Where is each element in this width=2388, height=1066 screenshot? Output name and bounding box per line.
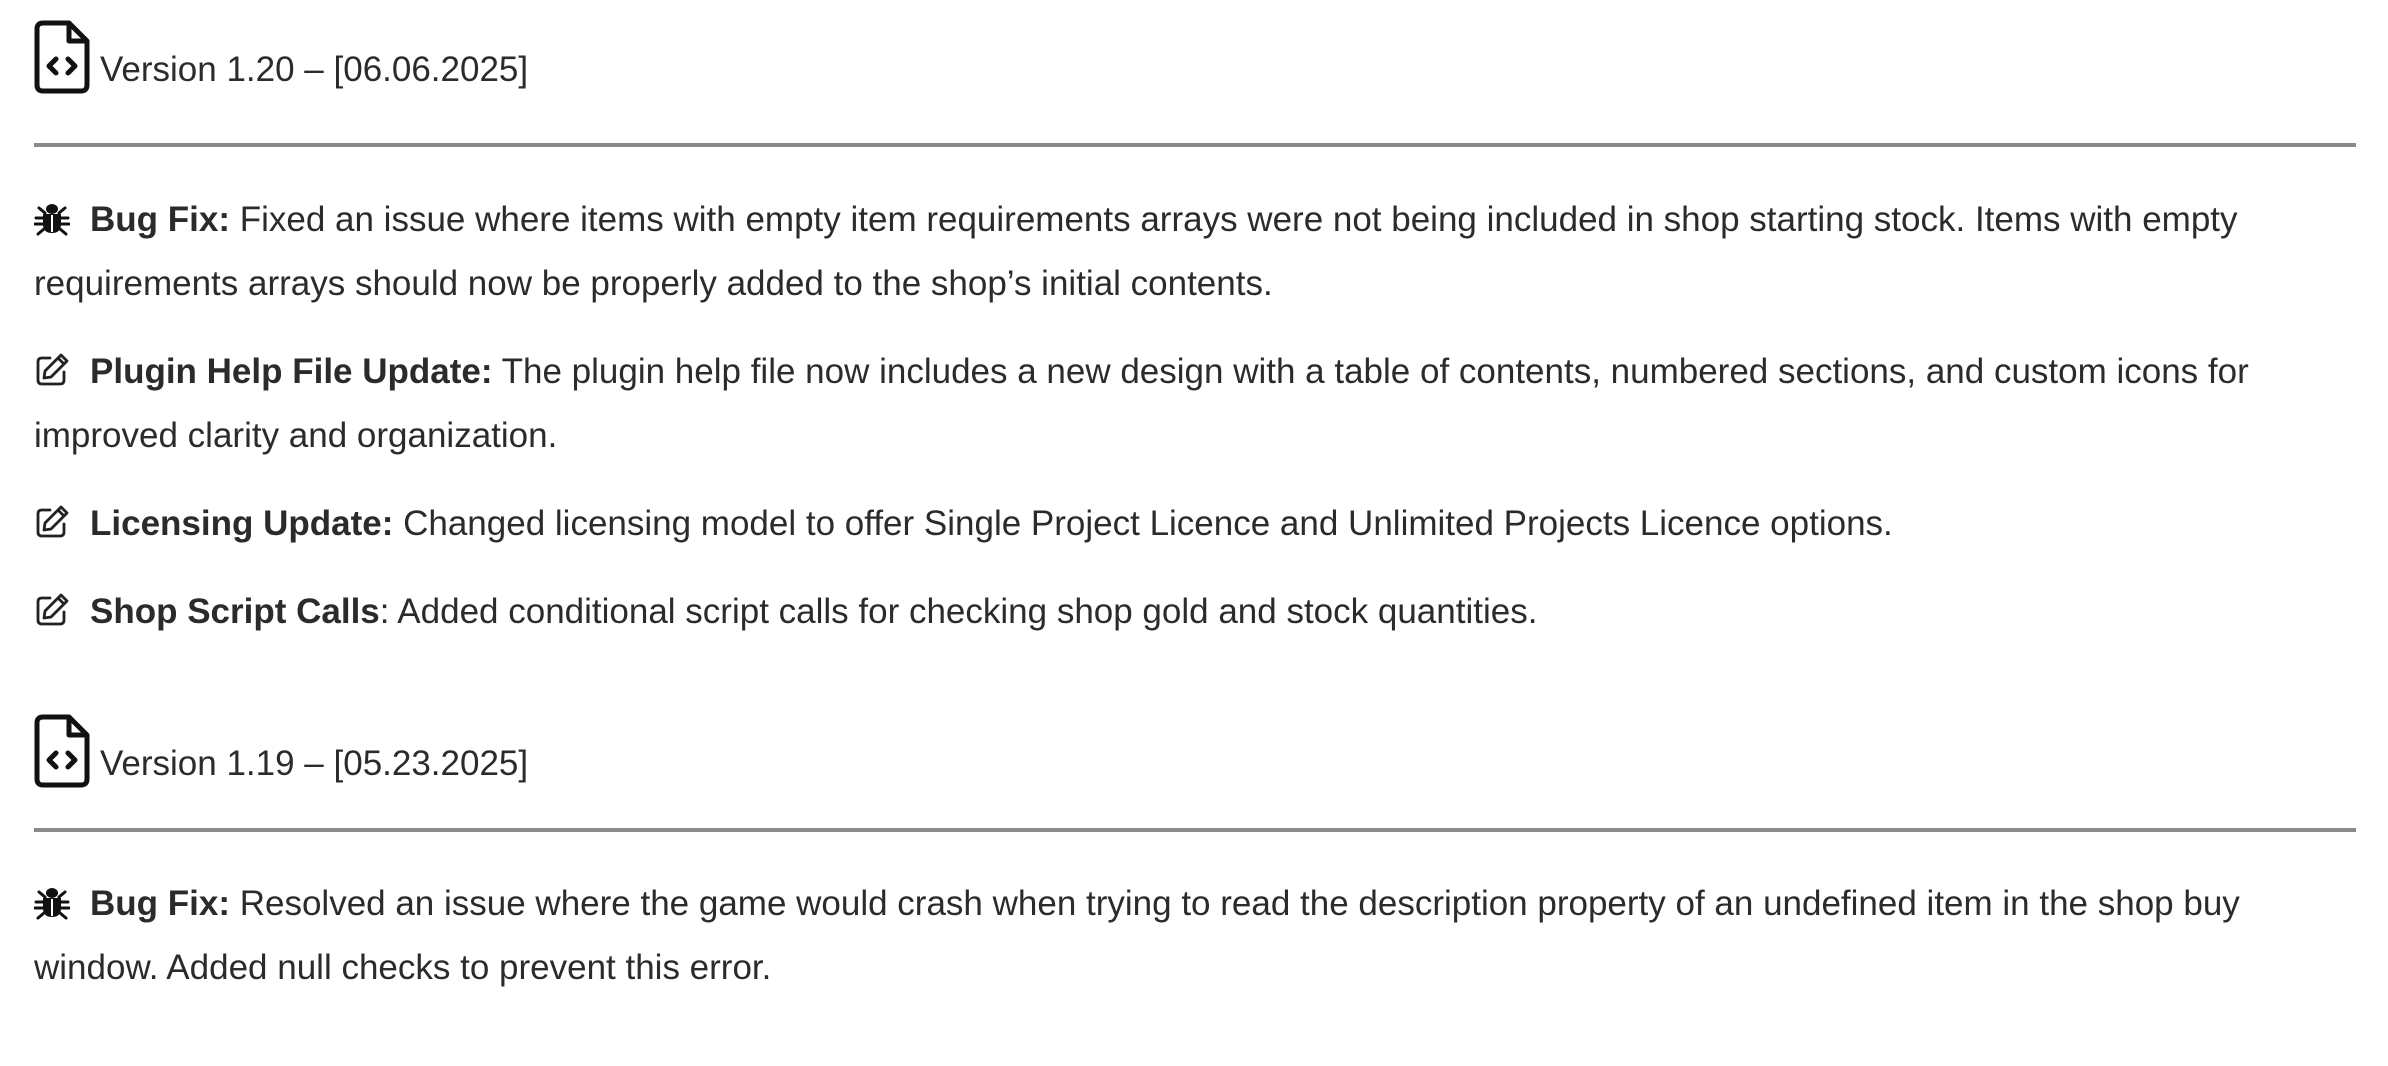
changelog-entry	[34, 872, 2356, 1000]
divider	[34, 828, 2356, 832]
changelog-entry	[34, 340, 2356, 468]
entry-text: Fixed an issue where items with empty item requirements arrays were not being included in shop starting stock. Items with empty requirements arrays should now be properly added to the shop’s initial contents.	[34, 200, 2238, 303]
changelog-entry	[34, 188, 2356, 316]
file-code-icon	[34, 20, 90, 94]
entry-text: : Added conditional script calls for checking shop gold and stock quantities.	[379, 592, 1538, 631]
entry-label: Plugin Help File Update:	[90, 352, 493, 391]
edit-icon	[34, 352, 70, 388]
changelog-entry	[34, 580, 2356, 644]
version-header	[34, 712, 528, 788]
edit-icon	[34, 504, 70, 540]
entry-label: Bug Fix:	[90, 884, 230, 923]
changelog-entry	[34, 492, 2356, 556]
entry-text: Resolved an issue where the game would crash when trying to read the description property of an undefined item in the shop buy window. Added null checks to prevent this error.	[34, 884, 2240, 987]
bug-icon	[34, 884, 70, 920]
entry-label: Bug Fix:	[90, 200, 230, 239]
entry-text: The plugin help file now includes a new design with a table of contents, numbered sections, and custom icons for improved clarity and organization.	[34, 352, 2249, 455]
divider	[34, 143, 2356, 147]
bug-icon	[34, 200, 70, 236]
version-title: Version 1.19 – [05.23.2025]	[100, 744, 529, 783]
edit-icon	[34, 592, 70, 628]
version-header	[34, 18, 528, 94]
entry-label: Licensing Update:	[90, 504, 394, 543]
version-title: Version 1.20 – [06.06.2025]	[100, 50, 529, 89]
file-code-icon	[34, 714, 90, 788]
entry-text: Changed licensing model to offer Single Project Licence and Unlimited Projects Licence options.	[393, 504, 1893, 543]
entry-label: Shop Script Calls	[90, 592, 380, 631]
